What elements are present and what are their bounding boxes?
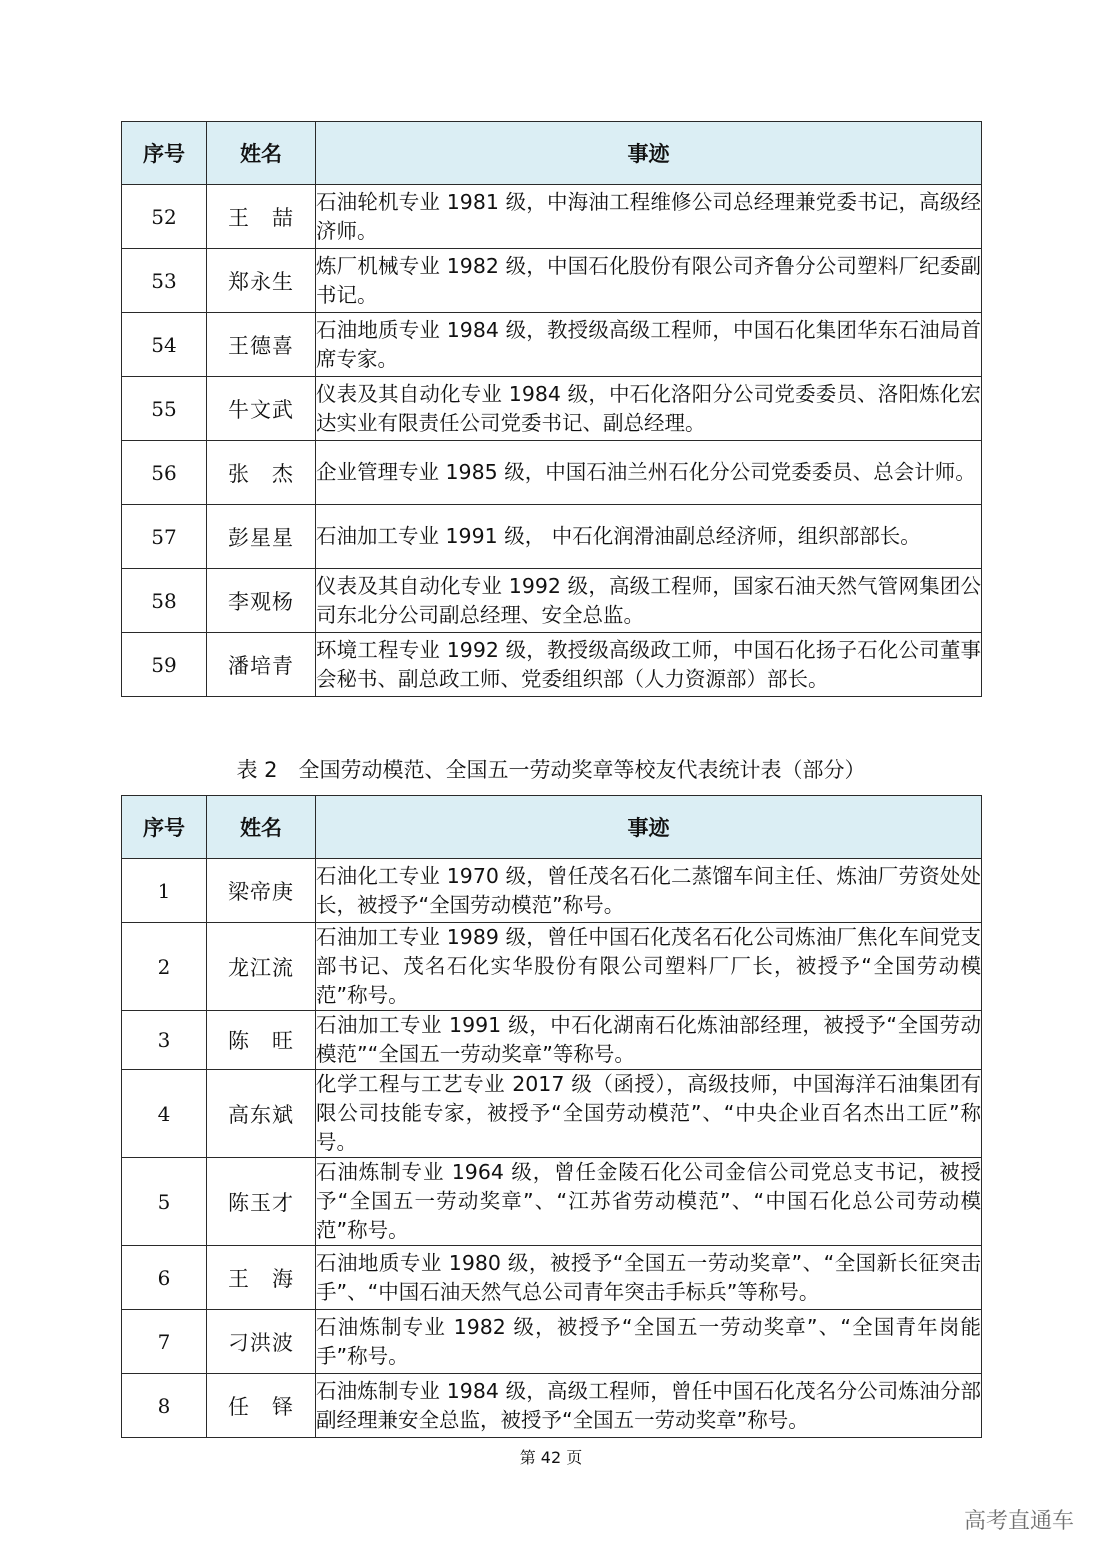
row-name: 王 喆 bbox=[207, 185, 316, 249]
table-row bbox=[122, 923, 982, 1011]
row-number: 8 bbox=[122, 1374, 207, 1438]
row-number: 1 bbox=[122, 859, 207, 923]
row-description: 石油轮机专业 1981 级，中海油工程维修公司总经理兼党委书记，高级经济师。 bbox=[316, 185, 982, 249]
table-row bbox=[122, 633, 982, 697]
table-row bbox=[122, 441, 982, 505]
row-name: 郑永生 bbox=[207, 249, 316, 313]
table-row bbox=[122, 1246, 982, 1310]
row-name: 龙江流 bbox=[207, 923, 316, 1011]
row-number: 4 bbox=[122, 1070, 207, 1158]
table-header-row bbox=[122, 122, 982, 185]
row-description: 仪表及其自动化专业 1984 级，中石化洛阳分公司党委委员、洛阳炼化宏达实业有限责任公司党委书记、副总经理。 bbox=[316, 377, 982, 441]
row-name: 王 海 bbox=[207, 1246, 316, 1310]
table-row bbox=[122, 313, 982, 377]
row-description: 石油地质专业 1984 级，教授级高级工程师，中国石化集团华东石油局首席专家。 bbox=[316, 313, 982, 377]
header-no: 序号 bbox=[122, 122, 207, 185]
table-row bbox=[122, 1310, 982, 1374]
row-number: 58 bbox=[122, 569, 207, 633]
row-description: 仪表及其自动化专业 1992 级，高级工程师，国家石油天然气管网集团公司东北分公司副总经理、安全总监。 bbox=[316, 569, 982, 633]
row-number: 55 bbox=[122, 377, 207, 441]
row-name: 任 铎 bbox=[207, 1374, 316, 1438]
row-description: 石油加工专业 1991 级， 中石化润滑油副总经济师，组织部部长。 bbox=[316, 505, 982, 569]
row-number: 52 bbox=[122, 185, 207, 249]
row-number: 57 bbox=[122, 505, 207, 569]
row-name: 陈玉才 bbox=[207, 1158, 316, 1246]
header-no: 序号 bbox=[122, 796, 207, 859]
row-number: 56 bbox=[122, 441, 207, 505]
row-number: 7 bbox=[122, 1310, 207, 1374]
row-description: 环境工程专业 1992 级，教授级高级政工师，中国石化扬子石化公司董事会秘书、副总政工师、党委组织部（人力资源部）部长。 bbox=[316, 633, 982, 697]
alumni-table-1 bbox=[121, 121, 982, 697]
header-name: 姓名 bbox=[207, 122, 316, 185]
row-name: 李观杨 bbox=[207, 569, 316, 633]
row-number: 2 bbox=[122, 923, 207, 1011]
row-number: 6 bbox=[122, 1246, 207, 1310]
row-name: 陈 旺 bbox=[207, 1011, 316, 1070]
table-row bbox=[122, 185, 982, 249]
row-description: 石油炼制专业 1984 级，高级工程师，曾任中国石化茂名分公司炼油分部副经理兼安全总监，被授予“全国五一劳动奖章”称号。 bbox=[316, 1374, 982, 1438]
row-name: 牛文武 bbox=[207, 377, 316, 441]
row-description: 石油化工专业 1970 级，曾任茂名石化二蒸馏车间主任、炼油厂劳资处处长，被授予“全国劳动模范”称号。 bbox=[316, 859, 982, 923]
row-name: 刁洪波 bbox=[207, 1310, 316, 1374]
table-row bbox=[122, 505, 982, 569]
table-2-caption: 表 2 全国劳动模范、全国五一劳动奖章等校友代表统计表（部分） bbox=[236, 758, 866, 782]
row-number: 59 bbox=[122, 633, 207, 697]
header-desc: 事迹 bbox=[316, 122, 982, 185]
table-row bbox=[122, 249, 982, 313]
row-description: 企业管理专业 1985 级，中国石油兰州石化分公司党委委员、总会计师。 bbox=[316, 441, 982, 505]
row-description: 炼厂机械专业 1982 级，中国石化股份有限公司齐鲁分公司塑料厂纪委副书记。 bbox=[316, 249, 982, 313]
table-row bbox=[122, 1070, 982, 1158]
row-number: 54 bbox=[122, 313, 207, 377]
table-header-row bbox=[122, 796, 982, 859]
table-row bbox=[122, 1158, 982, 1246]
table-body bbox=[122, 185, 982, 697]
table-body bbox=[122, 859, 982, 1438]
row-name: 彭星星 bbox=[207, 505, 316, 569]
table-row bbox=[122, 1374, 982, 1438]
row-description: 石油地质专业 1980 级，被授予“全国五一劳动奖章”、“全国新长征突击手”、“中国石油天然气总公司青年突击手标兵”等称号。 bbox=[316, 1246, 982, 1310]
row-name: 王德喜 bbox=[207, 313, 316, 377]
row-description: 石油炼制专业 1964 级，曾任金陵石化公司金信公司党总支书记，被授予“全国五一劳动奖章”、“江苏省劳动模范”、“中国石化总公司劳动模范”称号。 bbox=[316, 1158, 982, 1246]
row-description: 石油炼制专业 1982 级，被授予“全国五一劳动奖章”、“全国青年岗能手”称号。 bbox=[316, 1310, 982, 1374]
row-description: 石油加工专业 1991 级，中石化湖南石化炼油部经理，被授予“全国劳动模范”“全国五一劳动奖章”等称号。 bbox=[316, 1011, 982, 1070]
row-number: 53 bbox=[122, 249, 207, 313]
table-row bbox=[122, 377, 982, 441]
row-number: 3 bbox=[122, 1011, 207, 1070]
page-number: 第 42 页 bbox=[519, 1448, 583, 1467]
table-row bbox=[122, 859, 982, 923]
alumni-table-2 bbox=[121, 795, 982, 1438]
row-description: 化学工程与工艺专业 2017 级（函授），高级技师，中国海洋石油集团有限公司技能专家，被授予“全国劳动模范”、“中央企业百名杰出工匠”称号。 bbox=[316, 1070, 982, 1158]
header-desc: 事迹 bbox=[316, 796, 982, 859]
row-name: 高东斌 bbox=[207, 1070, 316, 1158]
row-name: 潘培青 bbox=[207, 633, 316, 697]
row-number: 5 bbox=[122, 1158, 207, 1246]
row-description: 石油加工专业 1989 级，曾任中国石化茂名石化公司炼油厂焦化车间党支部书记、茂名石化实华股份有限公司塑料厂厂长，被授予“全国劳动模范”称号。 bbox=[316, 923, 982, 1011]
watermark: 高考直通车 bbox=[963, 1509, 1074, 1534]
row-name: 张 杰 bbox=[207, 441, 316, 505]
table-row bbox=[122, 1011, 982, 1070]
header-name: 姓名 bbox=[207, 796, 316, 859]
table-row bbox=[122, 569, 982, 633]
row-name: 梁帝庚 bbox=[207, 859, 316, 923]
